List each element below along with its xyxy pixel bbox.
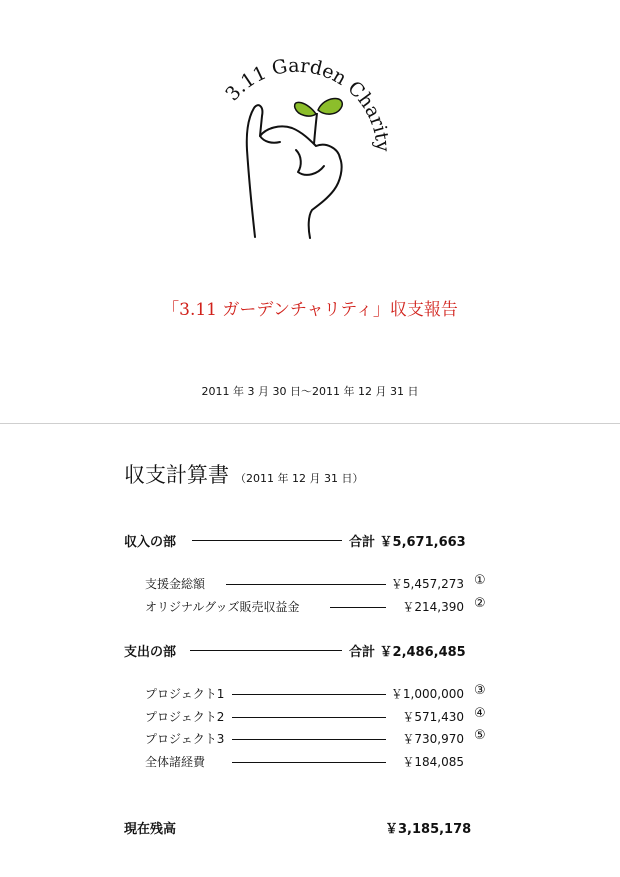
- expense-total: 合計 ￥2,486,485: [349, 645, 466, 660]
- sprout-stem-icon: [314, 113, 317, 144]
- income-section-label: 収入の部: [124, 535, 177, 550]
- expense-item-amount: ￥1,000,000: [390, 687, 464, 701]
- balance-label: 現在残高: [124, 822, 177, 837]
- report-period: 2011 年 3 月 30 日〜2011 年 12 月 31 日: [201, 385, 419, 398]
- expense-item-amount: ￥571,430: [402, 710, 464, 724]
- statement-heading: [124, 459, 363, 489]
- expense-item-label: プロジェクト2: [145, 710, 225, 724]
- divider: [0, 423, 620, 424]
- expense-item-note: ④: [474, 706, 486, 721]
- income-item-amount: ￥5,457,273: [390, 577, 464, 591]
- sprout-leaf-right-icon: [318, 99, 342, 115]
- expense-leader-line: [190, 650, 342, 651]
- income-item-note: ②: [474, 596, 486, 611]
- income-item-amount: ￥214,390: [402, 600, 464, 614]
- income-item-label: 支援金総額: [145, 577, 206, 591]
- expense-item-amount: ￥730,970: [402, 732, 464, 746]
- income-item-note: ①: [474, 573, 486, 588]
- hand-icon: [247, 105, 342, 238]
- expense-item-amount: ￥184,085: [402, 755, 464, 769]
- expense-item-label: プロジェクト1: [145, 687, 225, 701]
- expense-section-label: 支出の部: [124, 645, 177, 660]
- expense-item-label: プロジェクト3: [145, 732, 225, 746]
- income-leader-line: [192, 540, 342, 541]
- income-total: 合計 ￥5,671,663: [349, 535, 466, 550]
- logo-arc-text: 3.11 Garden Charity: [221, 54, 394, 153]
- balance-amount: ￥3,185,178: [385, 822, 472, 837]
- expense-item-note: ③: [474, 683, 486, 698]
- sprout-leaf-left-icon: [295, 102, 316, 116]
- expense-item-note: ⑤: [474, 728, 486, 743]
- statement-title: 収支計算書: [124, 463, 229, 487]
- report-title: 「3.11 ガーデンチャリティ」収支報告: [162, 300, 458, 320]
- statement-date: （2011 年 12 月 31 日）: [235, 472, 364, 485]
- income-item-label: オリジナルグッズ販売収益金: [145, 600, 300, 614]
- expense-item-label: 全体諸経費: [145, 755, 206, 769]
- garden-charity-logo: [200, 40, 420, 250]
